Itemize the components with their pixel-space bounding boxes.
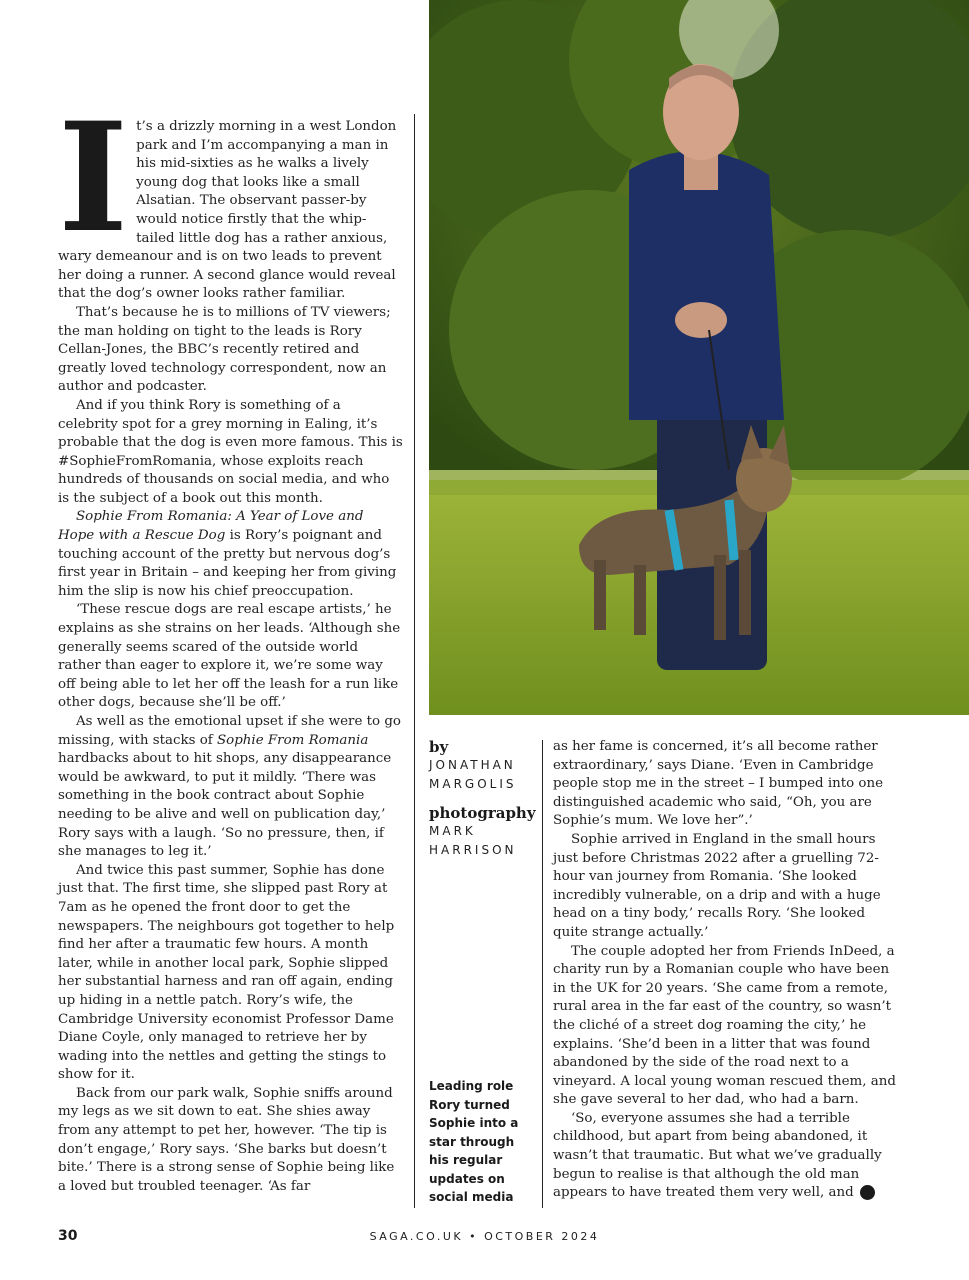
photo-illustration bbox=[429, 0, 969, 715]
paragraph-12: ‘So, everyone assumes she had a terrible childhood, but apart from being abandoned, it wasn’t that traumatic. But what we’ve gradually begun to realise is that although the old man appears to have treated them very well, and ➔ bbox=[553, 1110, 887, 1201]
paragraph-1: It’s a drizzly morning in a west London park and I’m accompanying a man in his mid-sixties as he walks a lively young dog that looks like a small Alsatian. The observant passer-by would notice firstly that the whip-tailed little dog has a rather anxious, wary demeanour and is on two leads to prevent her doing a runner. A second glance would reveal that the dog’s owner looks rather familiar. bbox=[58, 90, 397, 302]
caption-title: Leading role bbox=[429, 1079, 514, 1093]
photo-caption bbox=[429, 1077, 537, 1207]
paragraph-2: That’s because he is to millions of TV viewers; the man holding on tight to the leads is Rory Cellan-Jones, the BBC’s recently retired and greatly loved technology correspondent, now an author and podcaster. bbox=[58, 304, 391, 395]
book-title: Sophie From Romania: A Year of Love and Hope with a Rescue Dog bbox=[58, 509, 364, 544]
paragraph-8: Back from our park walk, Sophie sniffs around my legs as we sit down to eat. She shies away from any attempt to pet her, however. ‘The tip is don’t engage,’ Rory says. ‘She barks but doesn’t bite.’ There is a strong sense of Sophie being like a loved but troubled teenager. ‘As far bbox=[58, 1085, 395, 1194]
article-column-right bbox=[553, 738, 898, 1203]
photography-label: photography bbox=[429, 804, 536, 822]
article-column-left bbox=[58, 90, 403, 1196]
author-name-line-2: MARGOLIS bbox=[429, 777, 517, 791]
paragraph-7: And twice this past summer, Sophie has done just that. The first time, she slipped past Rory at 7am as he opened the front door to get the newspapers. The neighbours got together to help find her after a traumatic few hours. A month later, while in another local park, Sophie slipped her substantial harness and ran off again, ending up hiding in a nettle patch. Rory’s wife, the Cambridge University economist Professor Dame Diane Coyle, only managed to retrieve her by wading into the nettles and getting the stings to show for it. bbox=[58, 862, 395, 1083]
drop-cap: I bbox=[58, 90, 129, 266]
book-title-inline: Sophie From Romania bbox=[216, 732, 369, 748]
photographer-name-line-1: MARK bbox=[429, 824, 476, 838]
author-name-line-1: JONATHAN bbox=[429, 758, 516, 772]
column-divider bbox=[414, 114, 415, 1208]
byline-label: by bbox=[429, 738, 449, 756]
paragraph-3: And if you think Rory is something of a celebrity spot for a grey morning in Ealing, it’s probable that the dog is even more famous. This is #SophieFromRomania, whose exploits reach hundreds of thousands on social media, and who is the subject of a book out this month. bbox=[58, 397, 403, 506]
page-number: 30 bbox=[58, 1228, 78, 1244]
footer-publication: SAGA.CO.UK • OCTOBER 2024 bbox=[369, 1230, 600, 1243]
paragraph-6: As well as the emotional upset if she were to go missing, with stacks of Sophie From Romania hardbacks about to hit shops, any disappearance would be awkward, to put it mildly. ‘There was something in the book contract about Sophie needing to be alive and well on publication day,’ Rory says with a laugh. ‘So no pressure, then, if she manages to leg it.’ bbox=[58, 714, 401, 860]
article-photo bbox=[429, 0, 969, 715]
paragraph-4: Sophie From Romania: A Year of Love and Hope with a Rescue Dog is Rory’s poignant and touching account of the pretty but nervous dog’s first year in Britain – and keeping her from giving him the slip is now his chief preoccupation. bbox=[58, 509, 397, 599]
caption-text: Rory turned Sophie into a star through his regular updates on social media bbox=[429, 1097, 519, 1204]
paragraph-11: The couple adopted her from Friends InDeed, a charity run by a Romanian couple who have been in the UK for 20 years. ‘She came from a remote, rural area in the far east of the country, so wasn’t the cliché of a street dog roaming the city,’ he explains. ‘She’d been in a litter that was found abandoned by the side of the road next to a vineyard. A local young woman rescued them, and she gave several to her dad, who had a barn. bbox=[553, 943, 896, 1108]
column-divider-2 bbox=[542, 740, 543, 1208]
paragraph-9: as her fame is concerned, it’s all become rather extraordinary,’ says Diane. ‘Even in Cambridge people stop me in the street – I bumped into one distinguished academic who said, “Oh, you are Sophie’s mum. We love her”.’ bbox=[553, 739, 884, 829]
byline bbox=[429, 738, 537, 860]
photographer-name-line-2: HARRISON bbox=[429, 843, 517, 857]
paragraph-5: ‘These rescue dogs are real escape artists,’ he explains as she strains on her leads. ‘Although she generally seems scared of the outside world rather than eager to explore it, we’re some way off being able to let her off the leash for a run like other dogs, because she’ll be off.’ bbox=[58, 602, 401, 711]
arrow-right-circle-icon: ➔ bbox=[860, 1185, 875, 1200]
paragraph-10: Sophie arrived in England in the small hours just before Christmas 2022 after a gruelling 72-hour van journey from Romania. ‘She looked incredibly vulnerable, on a drip and with a huge head on a tiny body,’ recalls Rory. ‘She looked quite strange actually.’ bbox=[553, 831, 881, 940]
